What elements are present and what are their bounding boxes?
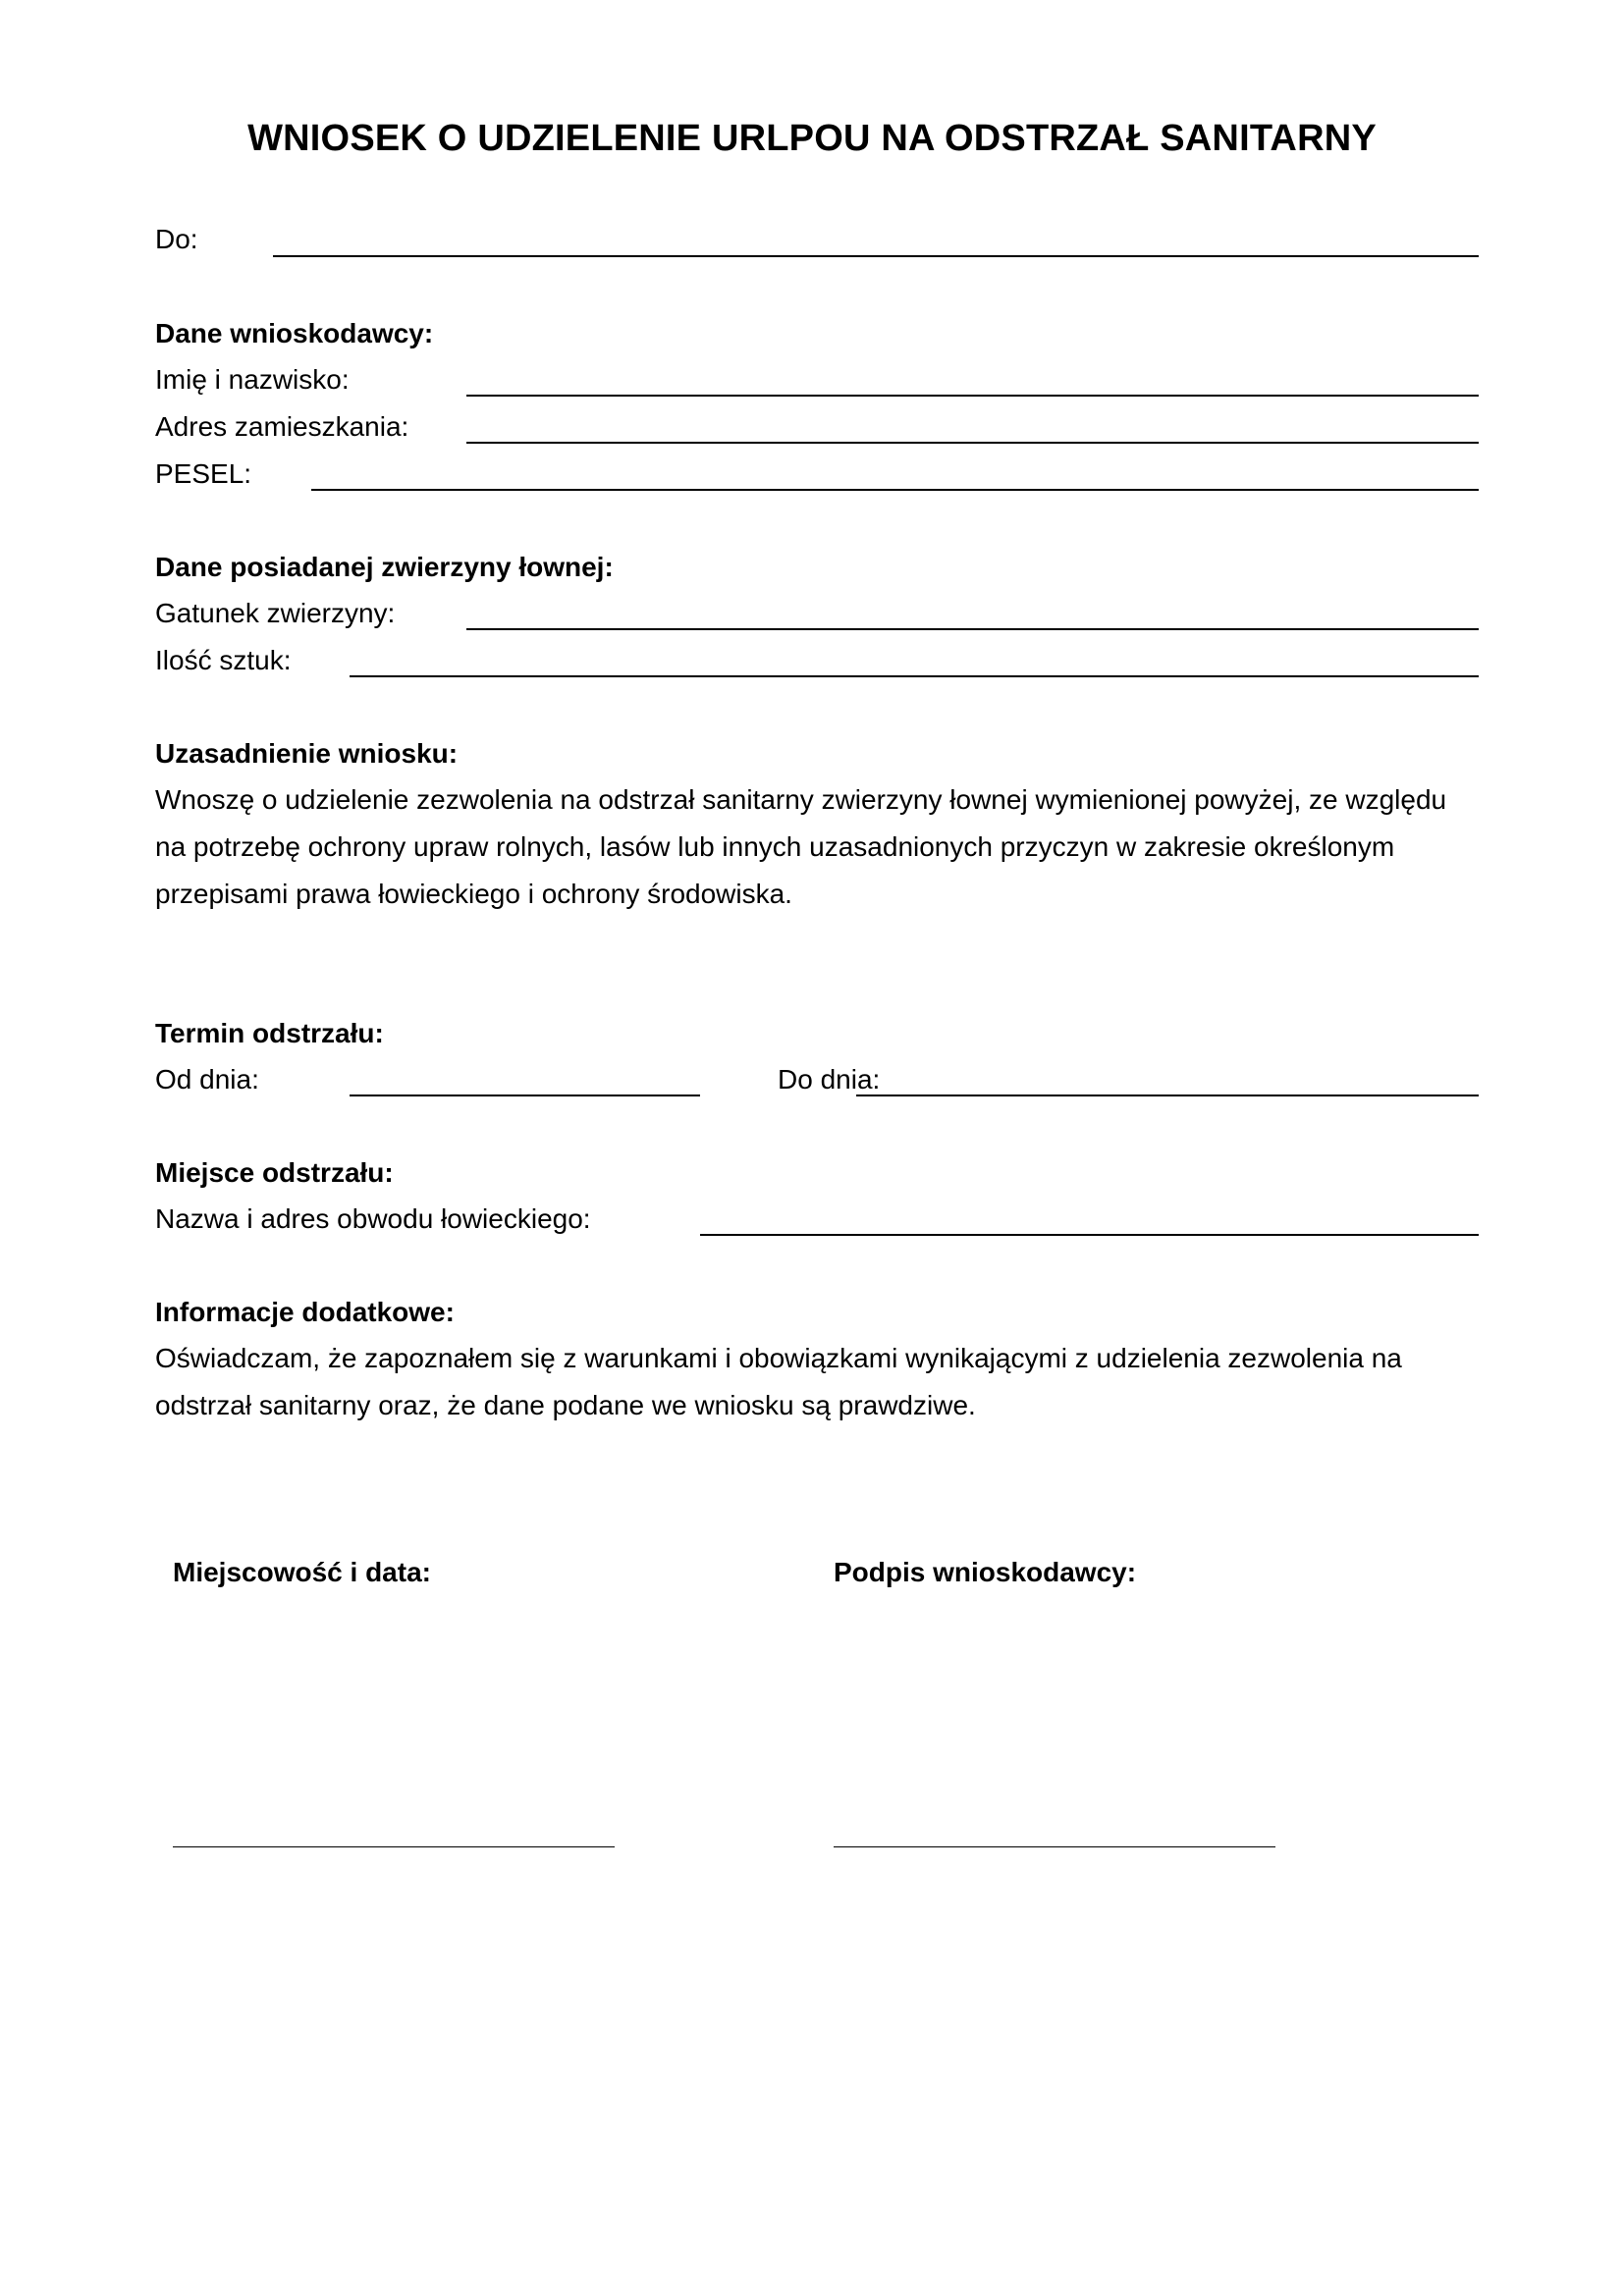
applicant-signature-line[interactable]	[834, 1846, 1275, 1847]
justification-line: na potrzebę ochrony upraw rolnych, lasów lub innych uzasadnionych przyczyn w zakresie określonym	[155, 831, 1395, 862]
name-field-line[interactable]	[466, 395, 1479, 397]
term-heading: Termin odstrzału:	[155, 1018, 384, 1048]
count-label: Ilość sztuk:	[155, 645, 292, 675]
justification-line: Wnoszę o udzielenie zezwolenia na odstrzał sanitarny zwierzyny łownej wymienionej powyżej, ze względu	[155, 784, 1447, 815]
additional-line: odstrzał sanitarny oraz, że dane podane we wniosku są prawdziwe.	[155, 1390, 976, 1420]
from-date-label: Od dnia:	[155, 1064, 259, 1095]
from-date-field-line[interactable]	[350, 1095, 700, 1096]
document-title: WNIOSEK O UDZIELENIE URLPOU NA ODSTRZAŁ SANITARNY	[247, 118, 1377, 159]
justification-line: przepisami prawa łowieckiego i ochrony środowiska.	[155, 879, 792, 909]
place-heading: Miejsce odstrzału:	[155, 1157, 394, 1188]
pesel-label: PESEL:	[155, 458, 252, 489]
name-label: Imię i nazwisko:	[155, 364, 350, 395]
hunting-area-label: Nazwa i adres obwodu łowieckiego:	[155, 1203, 591, 1234]
additional-heading: Informacje dodatkowe:	[155, 1297, 455, 1327]
species-label: Gatunek zwierzyny:	[155, 598, 396, 628]
address-label: Adres zamieszkania:	[155, 411, 409, 442]
to-label: Do:	[155, 224, 198, 254]
pesel-field-line[interactable]	[311, 489, 1479, 491]
count-field-line[interactable]	[350, 675, 1479, 677]
to-date-field-line[interactable]	[856, 1095, 1479, 1096]
species-field-line[interactable]	[466, 628, 1479, 630]
place-date-signature-line[interactable]	[173, 1846, 615, 1847]
justification-heading: Uzasadnienie wniosku:	[155, 738, 459, 769]
place-date-label: Miejscowość i data:	[173, 1557, 431, 1587]
signature-label: Podpis wnioskodawcy:	[834, 1557, 1137, 1587]
justification-text	[155, 776, 1530, 918]
game-heading: Dane posiadanej zwierzyny łownej:	[155, 552, 614, 582]
to-date-label: Do dnia:	[778, 1064, 881, 1095]
address-field-line[interactable]	[466, 442, 1479, 444]
additional-text	[155, 1335, 1530, 1429]
hunting-area-field-line[interactable]	[700, 1234, 1479, 1236]
additional-line: Oświadczam, że zapoznałem się z warunkami i obowiązkami wynikającymi z udzielenia zezwolenia na	[155, 1343, 1402, 1373]
to-field-line[interactable]	[273, 255, 1479, 257]
applicant-heading: Dane wnioskodawcy:	[155, 318, 434, 348]
